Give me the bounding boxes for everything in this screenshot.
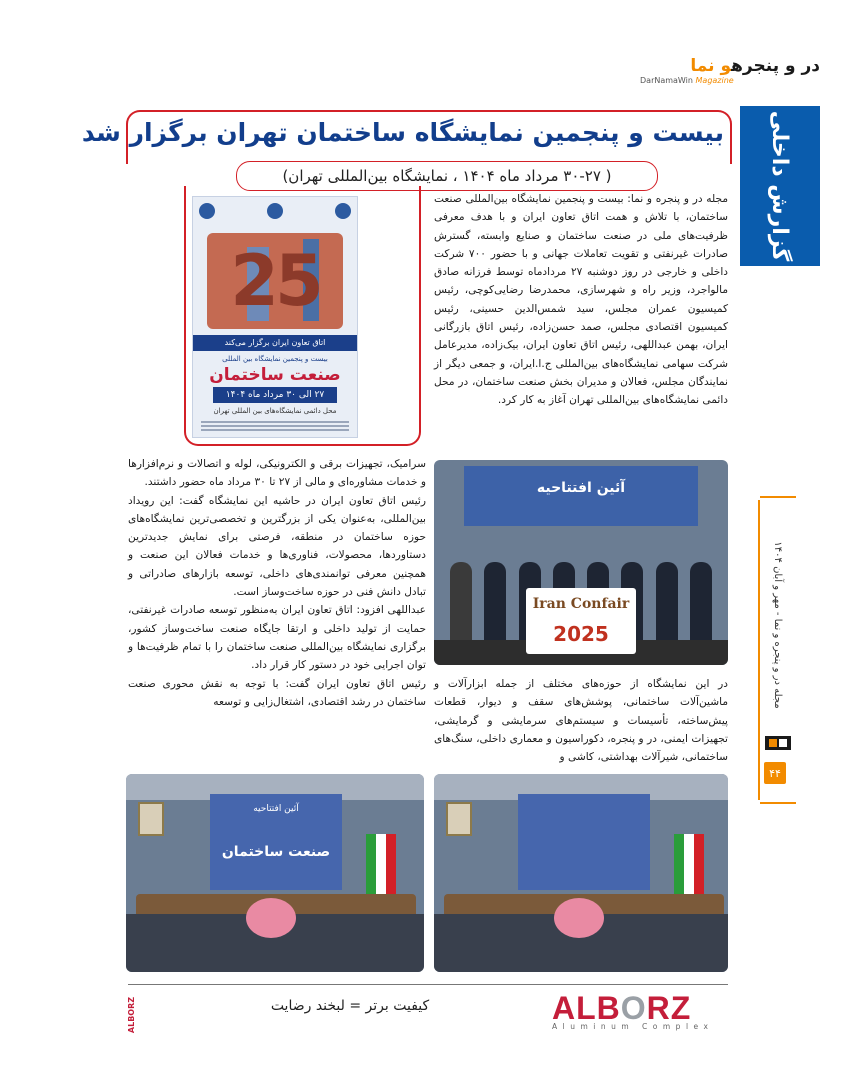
person-figure (484, 562, 506, 642)
footer-vertical-brand (124, 990, 138, 1040)
meeting-photo-left (126, 774, 424, 972)
person-figure (450, 562, 472, 642)
section-tab-label: گزارش داخلی (767, 110, 793, 262)
side-issue-info (768, 520, 788, 730)
footer-rule (128, 984, 728, 985)
poster-logo-icon (199, 203, 215, 219)
window-icon (763, 732, 793, 752)
confair-sign (526, 588, 636, 654)
alborz-tagline: Aluminum Complex (552, 1022, 714, 1031)
photo-screen-title: صنعت ساختمان (221, 844, 331, 860)
exhibition-poster (192, 196, 358, 438)
confair-sign-name: Iran Confair (532, 596, 630, 612)
paragraph: عبداللهی افزود: اتاق تعاون ایران به‌منظور توسعه صادرات غیرنفتی، حمایت از تولید داخلی و ارتقا جایگاه صنعت ساخت‌وساز کشور، برگزاری نمایشگاه بین‌المللی صنعت ساختمان را با تمام ظرفیت‌ها و توان اجرایی خود در دستور کار قرار داد. (128, 604, 426, 672)
photo-portrait (138, 802, 164, 836)
photo-portrait (446, 802, 472, 836)
article-column-right-top (434, 190, 728, 454)
article-column-right-bottom (434, 675, 728, 785)
brand-part: RZ (646, 990, 692, 1026)
brand-part: O (620, 990, 647, 1026)
alborz-logo (552, 992, 728, 1032)
section-tab (740, 106, 820, 266)
photo-banner-text: آئین افتتاحیه (536, 480, 626, 496)
article-subtitle: ( ۳۰-۲۷ مرداد ماه ۱۴۰۴ ، نمایشگاه بین‌المللی تهران) (236, 161, 658, 191)
photo-flags (366, 834, 396, 894)
poster-logo-icon (335, 203, 351, 219)
brand-part: ALB (552, 990, 621, 1026)
poster-title: صنعت ساختمان (209, 365, 341, 385)
poster-number (207, 233, 343, 329)
alborz-wordmark (552, 992, 728, 1024)
poster-logo-icon (267, 203, 283, 219)
photo-flowers (246, 898, 296, 938)
side-rule-bottom (760, 802, 796, 804)
article-column-left (128, 455, 426, 765)
meeting-photo-right (434, 774, 728, 972)
poster-subtitle: بیست و پنجمین نمایشگاه بین المللی (222, 355, 328, 363)
logo-fa-part-a: در و پنجره (731, 56, 820, 76)
window-icon-svg (763, 732, 793, 752)
paragraph: مجله در و پنجره و نما: بیست و پنجمین نمایشگاه بین‌المللی صنعت ساختمان، با تلاش و همت اتاق تعاون ایران و با هدف معرفی ظرفیت‌های ملی در صنعت ساختمان و صنایع وابسته، گسترش صادرات غیرنفتی و تقویت تعاملات جهانی و با حضور ۷۰۰ شرکت داخلی و خارجی در روز دوشنبه ۲۷ مردادماه توسط فرزانه صادق مالواجرد، وزیر راه و شهرسازی، محمدرضا رضایی‌کوچی، رئیس کمیسیون عمران مجلس، سید شمس‌الدین حسینی، رئیس کمیسیون اقتصادی مجلس، صمد حسن‌زاده، رئیس اتاق بازرگانی ایران، بهمن عبداللهی، رئیس اتاق تعاون ایران، بیک‌زاده، مدیرعامل شرکت سهامی نمایشگاه‌های بین‌المللی ج.ا.ایران، و جمعی دیگر از نمایندگان مجلس، فعالان و مدیران بخش صنعت ساختمان، در محل دائمی نمایشگاه‌های بین‌المللی تهران آغاز به کار کرد. (434, 193, 728, 407)
footer-slogan: کیفیت برتر = لبخند رضایت (270, 998, 430, 1014)
side-issue-text: مجله در و پنجره و نما - مهر و آبان ۱۴۰۴ (772, 541, 784, 709)
photo-flowers (554, 898, 604, 938)
person-figure (656, 562, 678, 642)
page-number: ۴۴ (764, 762, 786, 784)
poster-fine-print (201, 419, 349, 431)
logo-en-name: DarNamaWin (640, 76, 693, 85)
paragraph: سرامیک، تجهیزات برقی و الکترونیکی، لوله و اتصالات و نرم‌افزارها و خدمات مشاوره‌ای و مالی از ۲۷ تا ۳۰ مرداد ماه حضور داشتند. (128, 458, 426, 489)
paragraph: در این نمایشگاه از حوزه‌های مختلف از جمله ابزارآلات و ماشین‌آلات ساختمانی، پوشش‌های سقف و دیوار، قطعات پیش‌ساخته، تأسیسات و سیستم‌های سرمایشی و گرمایشی، تجهیزات ایمنی، در و پنجره، دکوراسیون و معماری داخلی، سنگ‌های ساختمانی، شیرآلات بهداشتی، کاشی و (434, 678, 728, 764)
poster-logos (199, 203, 351, 221)
poster-number-text: 25 (230, 240, 320, 322)
poster-organizer: اتاق تعاون ایران برگزار می‌کند (193, 335, 357, 351)
paragraph: رئیس اتاق تعاون ایران در حاشیه این نمایشگاه گفت: این رویداد بین‌المللی، به‌عنوان یکی از بزرگترین و تخصصی‌ترین نمایشگاه‌های حوزه ساختمان در منطقه، فرصتی برای نمایش جدیدترین دستاوردها، محصولات، فناوری‌ها و خدمات فعالان این صنعت و همچنین معرفی توانمندی‌های داخلی، توسعه بازارهای صادراتی و تبادل دانش فنی در حوزه ساخت‌وساز است. (128, 494, 426, 599)
logo-en-magazine: Magazine (695, 76, 734, 85)
magazine-logo (640, 56, 820, 85)
logo-english (640, 76, 820, 85)
photo-flags (674, 834, 704, 894)
logo-persian (690, 56, 820, 76)
photo-screen (518, 794, 650, 890)
side-rule-top (760, 496, 796, 498)
side-rule (758, 500, 760, 800)
poster-venue: محل دائمی نمایشگاه‌های بین المللی تهران (213, 407, 337, 415)
photo-screen-caption: آئین افتتاحیه (253, 804, 299, 814)
poster-date: ۲۷ الی ۳۰ مرداد ماه ۱۴۰۴ (213, 387, 337, 403)
article-title: بیست و پنجمین نمایشگاه ساختمان تهران برگزار شد (81, 118, 724, 147)
paragraph: رئیس اتاق تعاون ایران گفت: با توجه به نقش محوری صنعت ساختمان در رشد اقتصادی، اشتغال‌زایی و توسعه (128, 677, 426, 708)
photo-backdrop (464, 466, 698, 526)
logo-fa-part-b: و نما (690, 56, 732, 76)
person-figure (690, 562, 712, 642)
confair-sign-year: 2025 (553, 622, 609, 646)
footer-vertical-brand-text: ALBORZ (126, 996, 136, 1034)
ribbon-cutting-photo (434, 460, 728, 665)
